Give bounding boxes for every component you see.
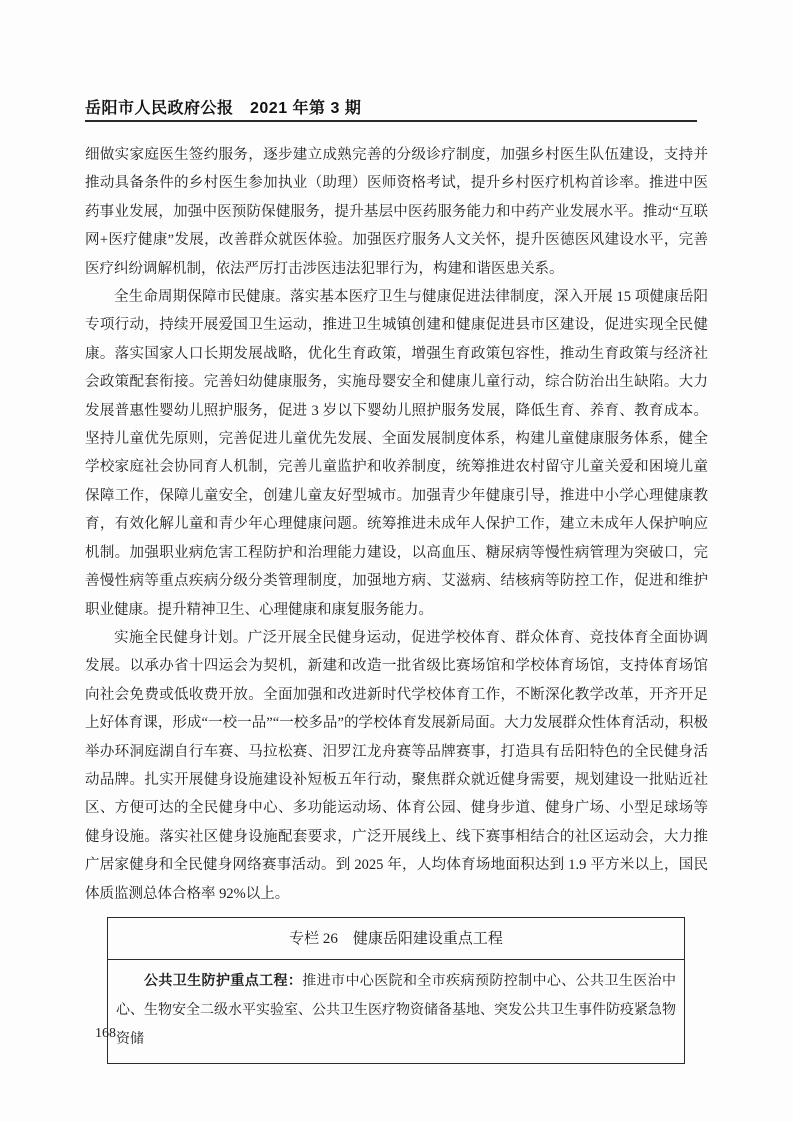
gazette-header-title: 岳阳市人民政府公报 2021 年第 3 期 (85, 100, 362, 117)
callout-box-column-26 (107, 917, 685, 1064)
callout-content-body: 推进市中心医院和全市疾病预防控制中心、公共卫生医治中心、生物安全二级水平实验室、公共卫生医疗物资储备基地、突发公共卫生事件防疫紧急物资储 (116, 973, 677, 1047)
callout-box-content (108, 960, 684, 1063)
page-number: 168 (95, 1026, 116, 1041)
paragraph-national-fitness-plan: 实施全民健身计划。广泛开展全民健身运动，促进学校体育、群众体育、竞技体育全面协调发展。以承办省十四运会为契机，新建和改造一批省级比赛场馆和学校体育场馆，支持体育场馆向社会免费或低收费开放。全面加强和改进新时代学校体育工作，不断深化教学改革，开齐开足上好体育课，形成“一校一品”“一校多品”的学校体育发展新局面。大力发展群众性体育活动，积极举办环洞庭湖自行车赛、马拉松赛、汨罗江龙舟赛等品牌赛事，打造具有岳阳特色的全民健身活动品牌。扎实开展健身设施建设补短板五年行动，聚焦群众就近健身需要，规划建设一批贴近社区、方便可达的全民健身中心、多功能运动场、体育公园、健身步道、健身广场、小型足球场等健身设施。落实社区健身设施配套要求，广泛开展线上、线下赛事相结合的社区运动会，大力推广居家健身和全民健身网络赛事活动。到 2025 年，人均体育场地面积达到 1.9 平方米以上，国民体质监测总体合格率 92%以上。 (85, 629, 708, 902)
paragraph-medical-services-continuation: 细做实家庭医生签约服务，逐步建立成熟完善的分级诊疗制度，加强乡村医生队伍建设，支持并推动具备条件的乡村医生参加执业（助理）医师资格考试，提升乡村医疗机构首诊率。推进中医药事业发展，加强中医预防保健服务，提升基层中医药服务能力和中药产业发展水平。推动“互联网+医疗健康”发展，改善群众就医体验。加强医疗服务人文关怀，提升医德医风建设水平，完善医疗纠纷调解机制，依法严厉打击涉医违法犯罪行为，构建和谐医患关系。 (85, 147, 708, 277)
body-text-column (85, 141, 708, 1064)
callout-box-title: 专栏 26 健康岳阳建设重点工程 (108, 918, 684, 960)
callout-content-lead: 公共卫生防护重点工程： (144, 971, 303, 988)
paragraph-life-cycle-health: 全生命周期保障市民健康。落实基本医疗卫生与健康促进法律制度，深入开展 15 项健康岳阳专项行动，持续开展爱国卫生运动，推进卫生城镇创建和健康促进县市区建设，促进实现全民健康。落实国家人口长期发展战略，优化生育政策，增强生育政策包容性，推动生育政策与经济社会政策配套衔接。完善妇幼健康服务，实施母婴安全和健康儿童行动，综合防治出生缺陷。大力发展普惠性婴幼儿照护服务，促进 3 岁以下婴幼儿照护服务发展，降低生育、养育、教育成本。坚持儿童优先原则，完善促进儿童优先发展、全面发展制度体系，构建儿童健康服务体系，健全学校家庭社会协同育人机制，完善儿童监护和收养制度，统筹推进农村留守儿童关爱和困境儿童保障工作，保障儿童安全，创建儿童友好型城市。加强青少年健康引导，推进中小学心理健康教育，有效化解儿童和青少年心理健康问题。统筹推进未成年人保护工作，建立未成年人保护响应机制。加强职业病危害工程防护和治理能力建设，以高血压、糖尿病等慢性病管理为突破口，完善慢性病等重点疾病分级分类管理制度，加强地方病、艾滋病、结核病等防控工作，促进和维护职业健康。提升精神卫生、心理健康和康复服务能力。 (85, 289, 708, 618)
header-rule (85, 120, 697, 122)
